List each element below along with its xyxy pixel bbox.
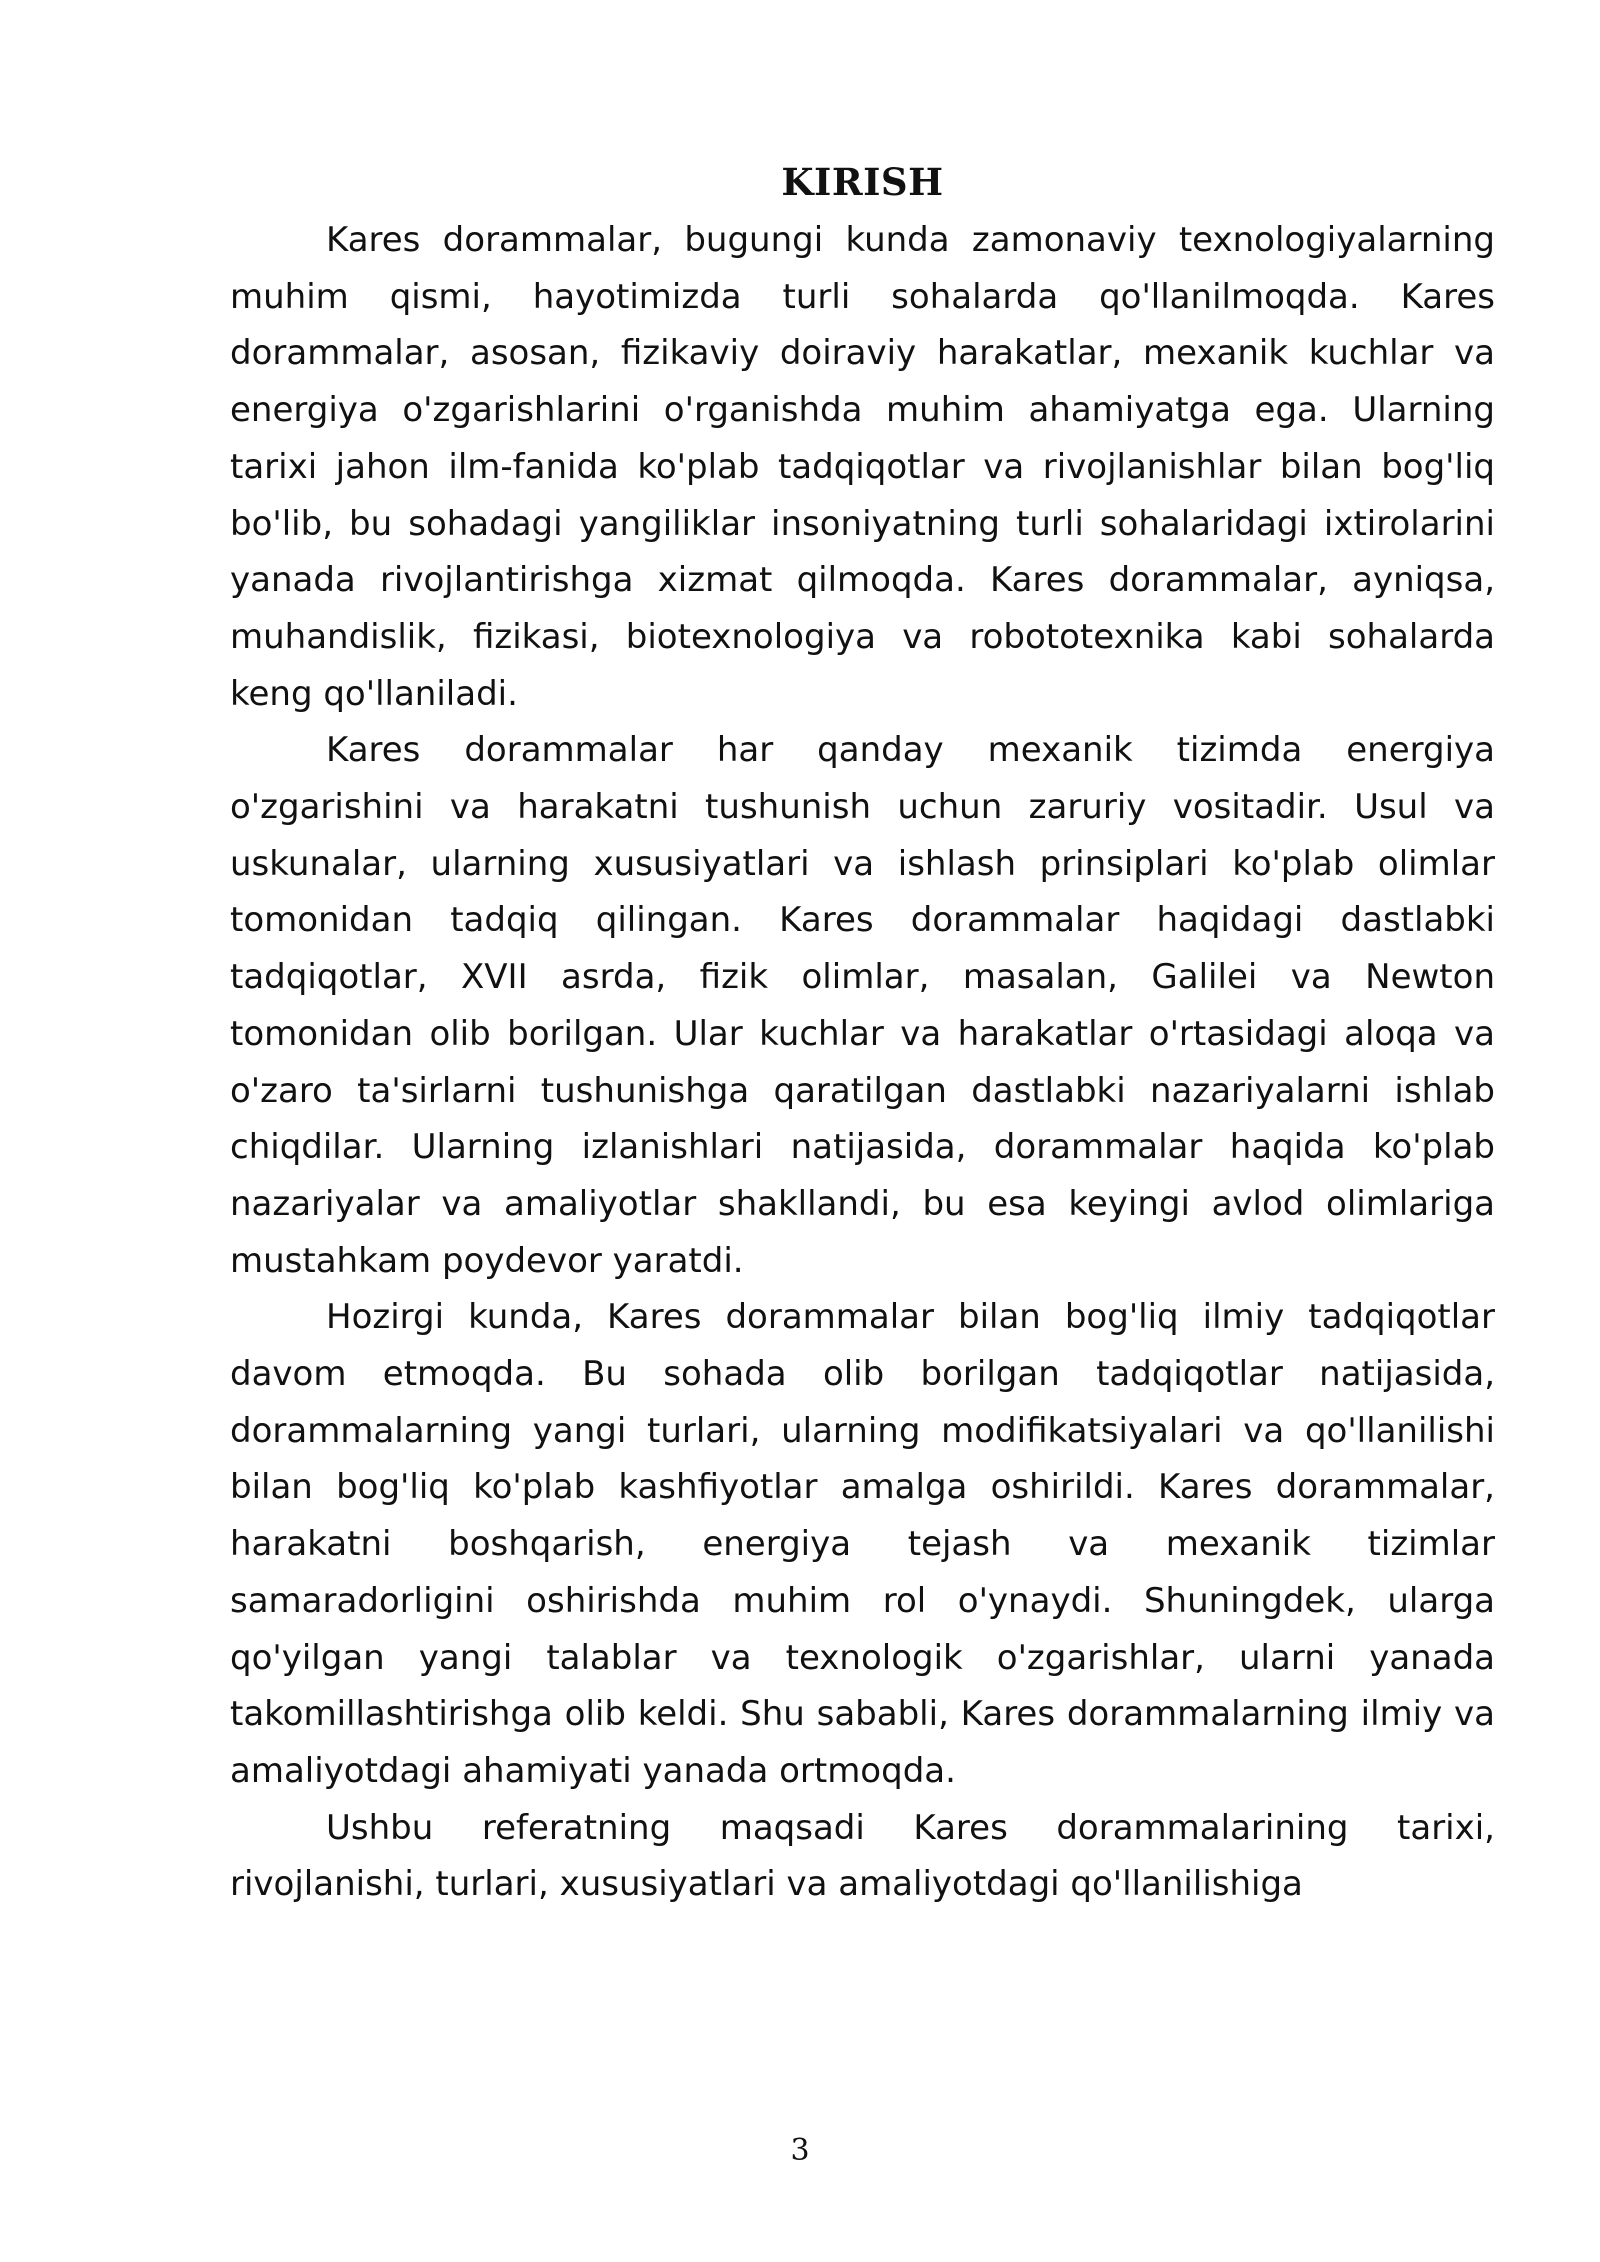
paragraph-2: Kares dorammalar har qanday mexanik tizimda energiya o'zgarishini va harakatni tushunish uchun zaruriy vositadir. Usul va uskunalar, ularning xususiyatlari va ishlash prinsiplari ko'plab olimlar tomonidan tadqiq qilingan. Kares dorammalar haqidagi dastlabki tadqiqotlar, XVII asrda, fizik olimlar, masalan, Galilei va Newton tomonidan olib borilgan. Ular kuchlar va harakatlar o'rtasidagi aloqa va o'zaro ta'sirlarni tushunishga qaratilgan dastlabki nazariyalarni ishlab chiqdilar. Ularning izlanishlari natijasida, dorammalar haqida ko'plab nazariyalar va amaliyotlar shakllandi, bu esa keyingi avlod olimlariga mustahkam poydevor yaratdi. xyxy=(230,730,1495,1281)
document-body xyxy=(230,154,1495,1913)
paragraph-4: Ushbu referatning maqsadi Kares dorammalarining tarixi, rivojlanishi, turlari, xususiyatlari va amaliyotdagi qo'llanilishiga xyxy=(230,1807,1495,1905)
paragraph-3: Hozirgi kunda, Kares dorammalar bilan bog'liq ilmiy tadqiqotlar davom etmoqda. Bu sohada olib borilgan tadqiqotlar natijasida, dorammalarning yangi turlari, ularning modifikatsiyalari va qo'llanilishi bilan bog'liq ko'plab kashfiyotlar amalga oshirildi. Kares dorammalar, harakatni boshqarish, energiya tejash va mexanik tizimlar samaradorligini oshirishda muhim rol o'ynaydi. Shuningdek, ularga qo'yilgan yangi talablar va texnologik o'zgarishlar, ularni yanada takomillashtirishga olib keldi. Shu sababli, Kares dorammalarning ilmiy va amaliyotdagi ahamiyati yanada ortmoqda. xyxy=(230,1297,1495,1791)
page-number: 3 xyxy=(790,2133,810,2168)
paragraph-1: Kares dorammalar, bugungi kunda zamonaviy texnologiyalarning muhim qismi, hayotimizda turli sohalarda qo'llanilmoqda. Kares dorammalar, asosan, fizikaviy doiraviy harakatlar, mexanik kuchlar va energiya o'zgarishlarini o'rganishda muhim ahamiyatga ega. Ularning tarixi jahon ilm-fanida ko'plab tadqiqotlar va rivojlanishlar bilan bog'liq bo'lib, bu sohadagi yangiliklar insoniyatning turli sohalaridagi ixtirolarini yanada rivojlantirishga xizmat qilmoqda. Kares dorammalar, ayniqsa, muhandislik, fizikasi, biotexnologiya va robototexnika kabi sohalarda keng qo'llaniladi. xyxy=(230,220,1495,714)
page-title: KIRISH xyxy=(781,160,944,204)
